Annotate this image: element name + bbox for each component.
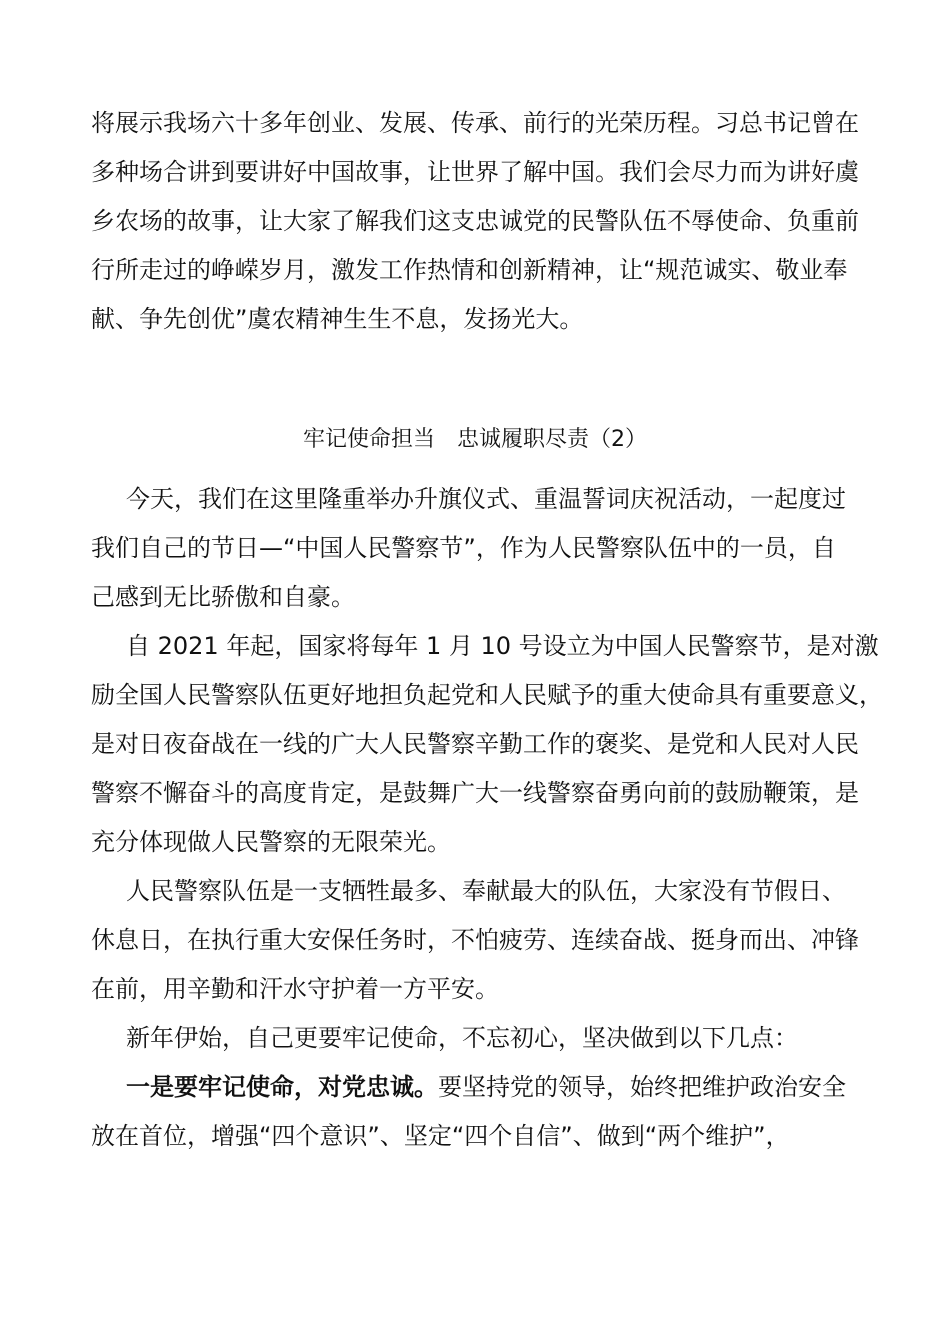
paragraph-4-line-2: 休息日，在执行重大安保任务时，不怕疲劳、连续奋战、挺身而出、冲锋	[91, 926, 859, 954]
paragraph-6-line-1	[126, 1072, 871, 1102]
paragraph-1-line-3: 乡农场的故事，让大家了解我们这支忠诚党的民警队伍不辱使命、负重前	[91, 207, 859, 235]
paragraph-3-line-2: 励全国人民警察队伍更好地担负起党和人民赋予的重大使命具有重要意义，	[91, 681, 883, 709]
paragraph-6-bold-lead: 一是要牢记使命，对党忠诚。	[126, 1073, 438, 1101]
paragraph-3-line-4: 警察不懈奋斗的高度肯定，是鼓舞广大一线警察奋勇向前的鼓励鞭策，是	[91, 779, 859, 807]
section-title: 牢记使命担当 忠诚履职尽责（2）	[303, 427, 647, 452]
paragraph-3-line-5: 充分体现做人民警察的无限荣光。	[91, 828, 451, 856]
paragraph-4-line-3: 在前，用辛勤和汗水守护着一方平安。	[91, 975, 499, 1003]
paragraph-1-line-4: 行所走过的峥嵘岁月，激发工作热情和创新精神，让“规范诚实、敬业奉	[91, 256, 848, 284]
paragraph-2-line-2: 我们自己的节日—“中国人民警察节”，作为人民警察队伍中的一员，自	[91, 534, 836, 562]
paragraph-5-line-1: 新年伊始，自己更要牢记使命，不忘初心，坚决做到以下几点：	[126, 1024, 798, 1052]
paragraph-2-line-3: 己感到无比骄傲和自豪。	[91, 583, 355, 611]
paragraph-3-line-3: 是对日夜奋战在一线的广大人民警察辛勤工作的褒奖、是党和人民对人民	[91, 730, 859, 758]
paragraph-1-line-1: 将展示我场六十多年创业、发展、传承、前行的光荣历程。习总书记曾在	[91, 109, 859, 137]
paragraph-1-line-5: 献、争先创优”虞农精神生生不息，发扬光大。	[91, 305, 584, 333]
paragraph-2-line-1: 今天，我们在这里隆重举办升旗仪式、重温誓词庆祝活动，一起度过	[126, 485, 846, 513]
paragraph-3-line-1: 自 2021 年起，国家将每年 1 月 10 号设立为中国人民警察节，是对激	[126, 632, 879, 660]
paragraph-6-line-1-text: 要坚持党的领导，始终把维护政治安全	[438, 1073, 846, 1101]
paragraph-4-line-1: 人民警察队伍是一支牺牲最多、奉献最大的队伍，大家没有节假日、	[126, 877, 846, 905]
paragraph-6-line-2: 放在首位，增强“四个意识”、坚定“四个自信”、做到“两个维护”，	[91, 1122, 790, 1150]
paragraph-1-line-2: 多种场合讲到要讲好中国故事，让世界了解中国。我们会尽力而为讲好虞	[91, 158, 859, 186]
